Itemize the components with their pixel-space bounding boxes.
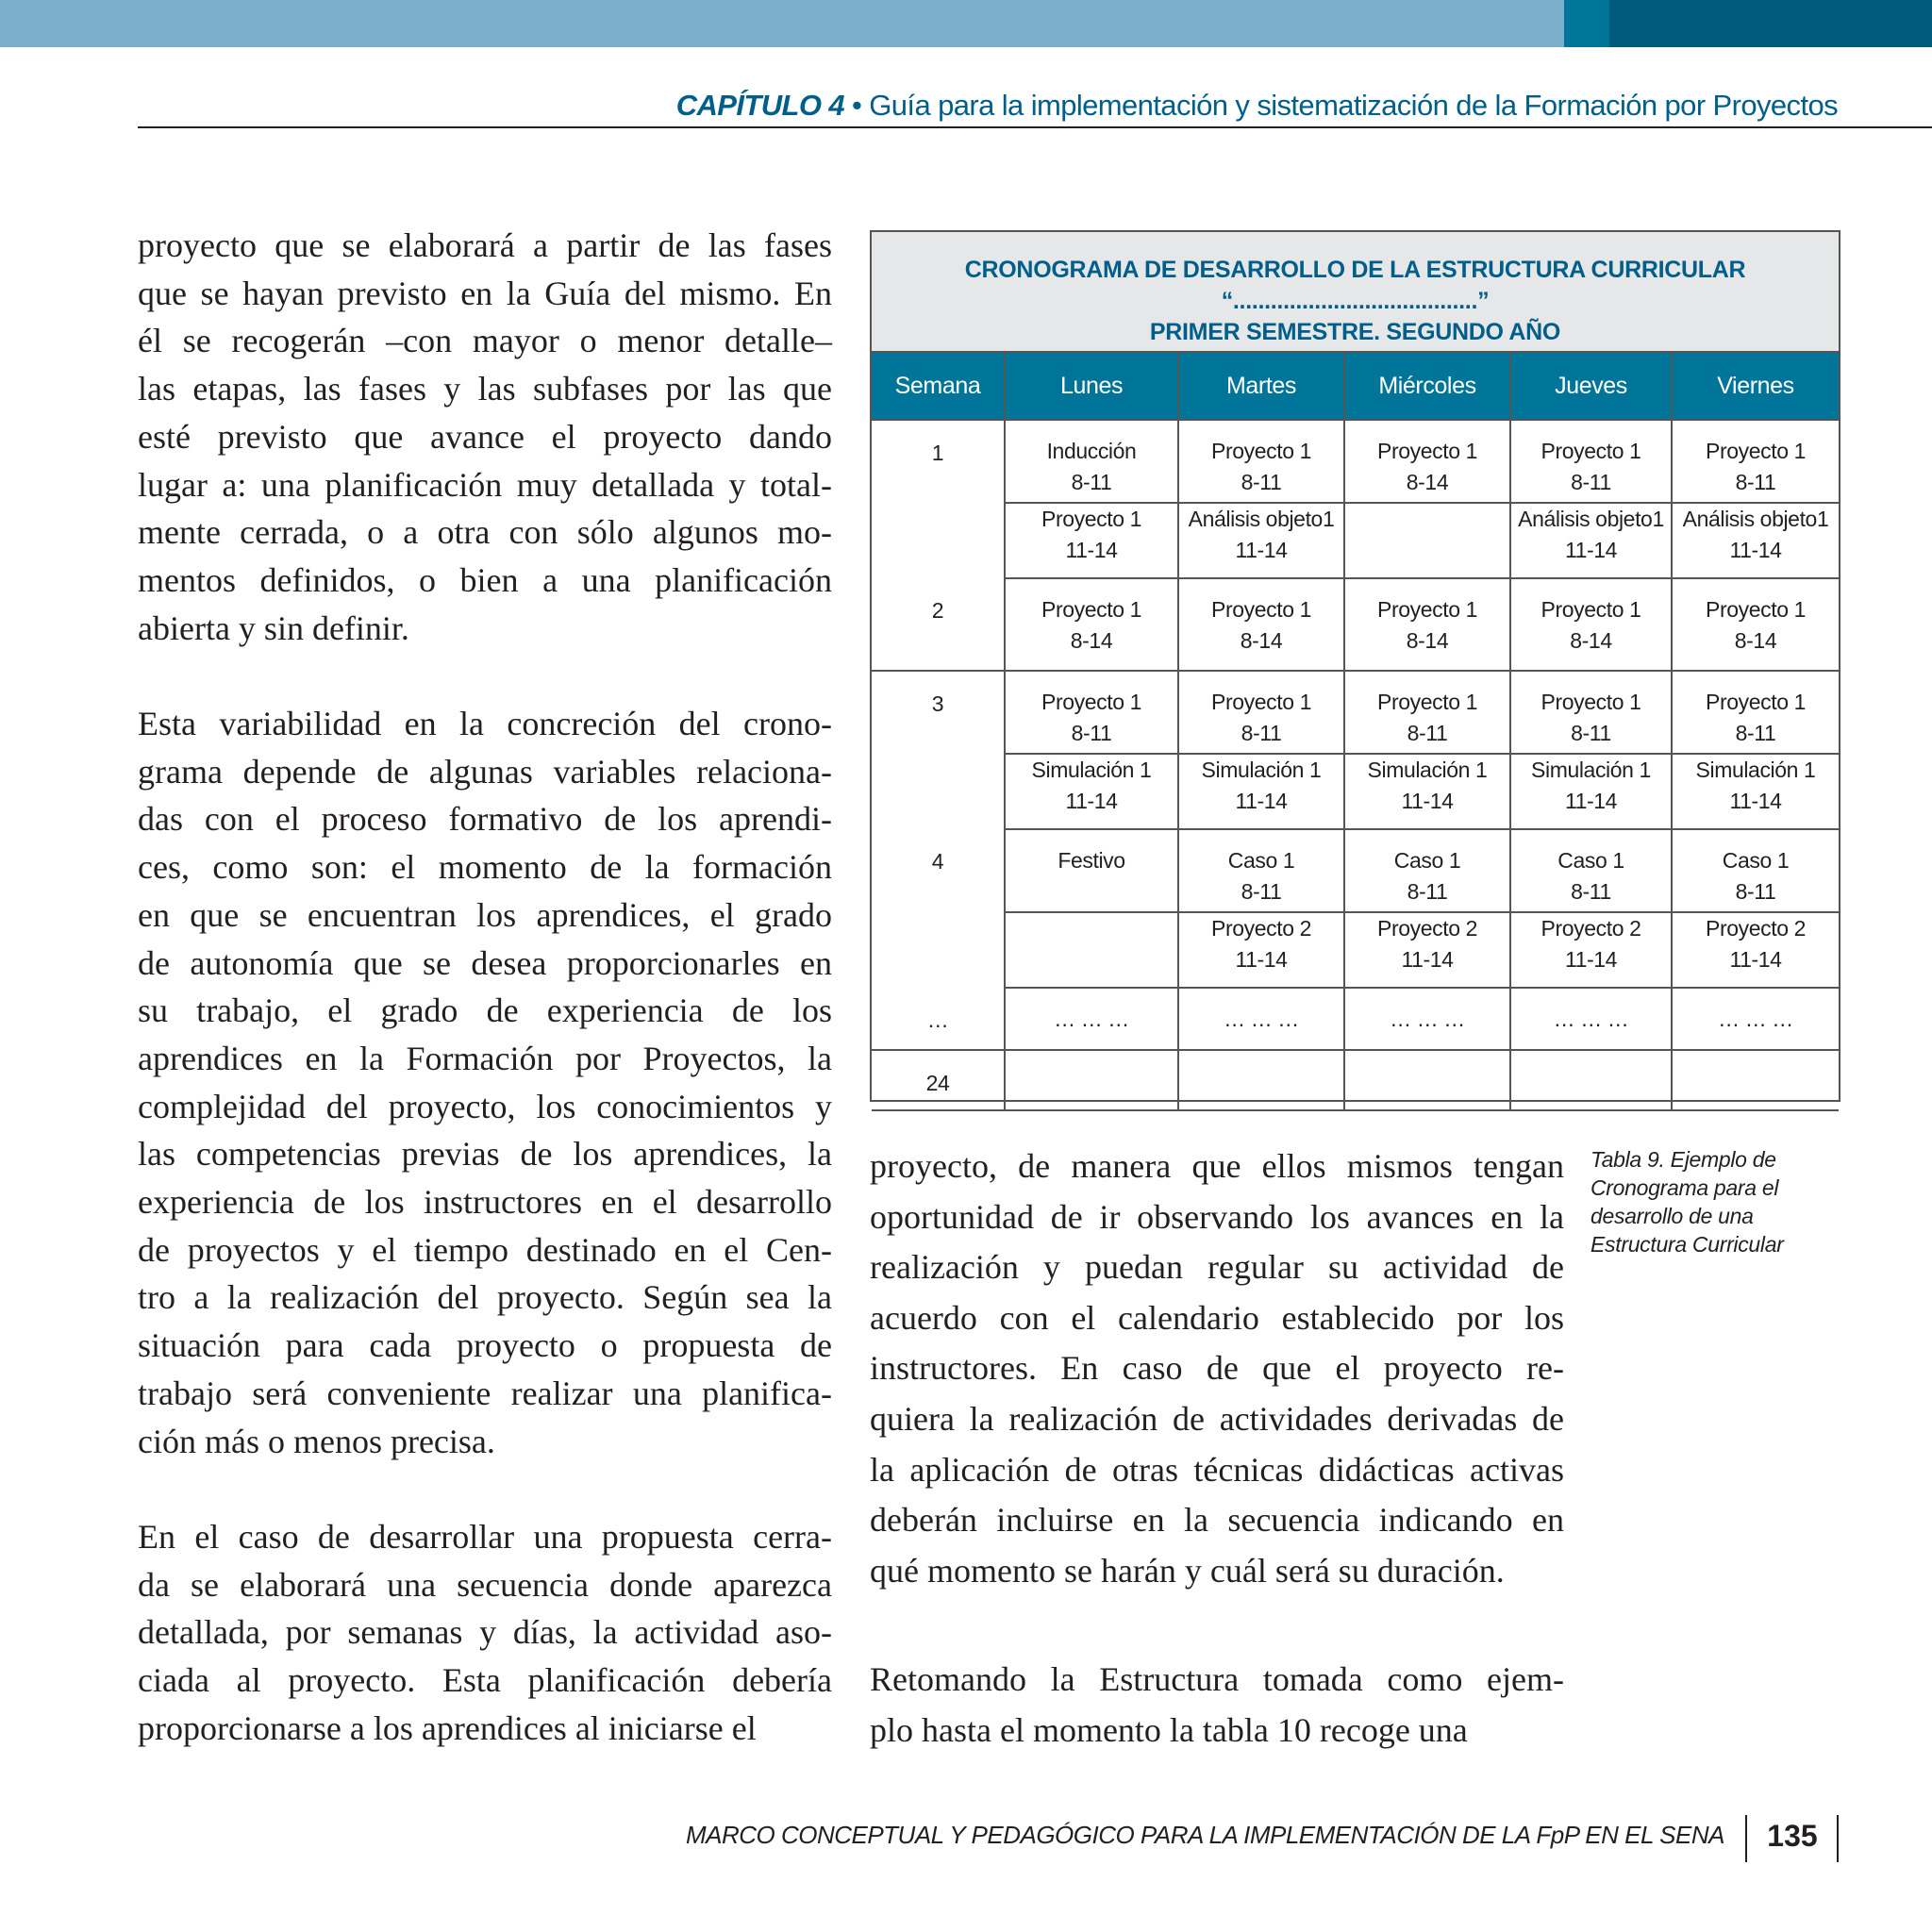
activity-label: Análisis objeto1 bbox=[1518, 507, 1664, 531]
activity-label: Simulación 1 bbox=[1531, 758, 1651, 782]
schedule-cell bbox=[1672, 1050, 1839, 1110]
schedule-cell bbox=[1005, 912, 1178, 988]
schedule-cell bbox=[1344, 829, 1510, 912]
activity-label: Proyecto 1 bbox=[1041, 597, 1141, 622]
schedule-cell bbox=[1672, 671, 1839, 754]
hours-label: 11-14 bbox=[1235, 947, 1288, 972]
left-paragraph-2 bbox=[138, 700, 832, 1465]
activity-label: Proyecto 2 bbox=[1211, 916, 1311, 941]
text-line: da se elaborará una secuencia donde aparezca bbox=[138, 1565, 832, 1604]
table-row bbox=[872, 1050, 1839, 1110]
text-line: en que se encuentran los aprendices, el grado bbox=[138, 895, 832, 934]
col-header-martes: Martes bbox=[1178, 353, 1344, 420]
hours-label: 11-14 bbox=[1235, 538, 1288, 562]
schedule-cell bbox=[1344, 912, 1510, 988]
hours-label: 8-11 bbox=[1071, 470, 1112, 494]
schedule-table bbox=[870, 230, 1840, 1102]
activity-label: Proyecto 1 bbox=[1211, 690, 1311, 714]
text-line: tro a la realización del proyecto. Según sea la bbox=[138, 1278, 832, 1317]
running-header bbox=[138, 89, 1838, 126]
hours-label: 8-11 bbox=[1571, 470, 1611, 494]
schedule-cell bbox=[1510, 671, 1672, 754]
activity-label: Caso 1 bbox=[1393, 848, 1461, 873]
schedule-cell bbox=[1178, 420, 1344, 503]
schedule-cell bbox=[1510, 578, 1672, 671]
text-line: acuerdo con el calendario establecido por los bbox=[870, 1298, 1564, 1337]
activity-label: Proyecto 1 bbox=[1706, 597, 1806, 622]
activity-label: Proyecto 1 bbox=[1541, 597, 1641, 622]
activity-label: Análisis objeto1 bbox=[1682, 507, 1829, 531]
text-line: ción más o menos precisa. bbox=[138, 1422, 495, 1460]
week-number-cell: 4 bbox=[872, 829, 1005, 988]
hours-label: 11-14 bbox=[1235, 789, 1288, 813]
text-line: aprendices en la Formación por Proyectos, la bbox=[138, 1039, 832, 1077]
activity-label: Proyecto 1 bbox=[1377, 439, 1477, 463]
schedule-cell bbox=[1672, 754, 1839, 829]
text-line: mente cerrada, o a otra con sólo algunos mo- bbox=[138, 513, 832, 552]
top-bar-accent bbox=[1564, 0, 1609, 47]
activity-label: Proyecto 1 bbox=[1377, 597, 1477, 622]
activity-label: Proyecto 1 bbox=[1041, 507, 1141, 531]
activity-label: Análisis objeto1 bbox=[1188, 507, 1335, 531]
hours-label: 11-14 bbox=[1729, 789, 1782, 813]
schedule-cell bbox=[1005, 829, 1178, 912]
schedule-cell bbox=[1510, 754, 1672, 829]
hours-label: 8-11 bbox=[1071, 721, 1112, 745]
schedule-cell bbox=[1672, 912, 1839, 988]
activity-label: Proyecto 2 bbox=[1706, 916, 1806, 941]
table-title-line-3: PRIMER SEMESTRE. SEGUNDO AÑO bbox=[1149, 319, 1561, 345]
text-line: Retomando la Estructura tomada como ejem- bbox=[870, 1660, 1564, 1698]
table-row bbox=[872, 912, 1839, 988]
text-line: qué momento se harán y cuál será su duración. bbox=[870, 1551, 1505, 1590]
text-line: ces, como son: el momento de la formación bbox=[138, 848, 832, 887]
schedule-cell bbox=[1672, 578, 1839, 671]
schedule-cell bbox=[1005, 1050, 1178, 1110]
hours-label: 8-11 bbox=[1735, 879, 1776, 904]
activity-label: Caso 1 bbox=[1722, 848, 1790, 873]
activity-label: … … … bbox=[1390, 1007, 1465, 1031]
schedule-cell bbox=[1178, 578, 1344, 671]
schedule-cell bbox=[1510, 1050, 1672, 1110]
text-line: Esta variabilidad en la concreción del crono- bbox=[138, 705, 832, 742]
hours-label: 8-11 bbox=[1571, 879, 1611, 904]
table-row bbox=[872, 578, 1839, 671]
text-line: lugar a: una planificación muy detallada y total- bbox=[138, 465, 832, 504]
text-line: instructores. En caso de que el proyecto re- bbox=[870, 1349, 1564, 1388]
hours-label: 11-14 bbox=[1564, 538, 1618, 562]
text-line: él se recogerán –con mayor o menor detalle– bbox=[138, 322, 832, 360]
table-row bbox=[872, 503, 1839, 578]
hours-label: 11-14 bbox=[1065, 789, 1118, 813]
schedule-grid bbox=[872, 353, 1839, 1111]
hours-label: 11-14 bbox=[1401, 789, 1454, 813]
activity-label: Simulación 1 bbox=[1201, 758, 1322, 782]
hours-label: 11-14 bbox=[1564, 789, 1618, 813]
activity-label: Festivo bbox=[1058, 848, 1125, 873]
footer-separator bbox=[1745, 1815, 1747, 1862]
text-line: deberán incluirse en la secuencia indicando en bbox=[870, 1501, 1564, 1540]
activity-label: Proyecto 1 bbox=[1211, 439, 1311, 463]
col-header-lunes: Lunes bbox=[1005, 353, 1178, 420]
activity-label: Simulación 1 bbox=[1031, 758, 1152, 782]
table-row bbox=[872, 988, 1839, 1050]
footer-separator-right bbox=[1837, 1815, 1839, 1862]
activity-label: … … … bbox=[1224, 1007, 1299, 1031]
hours-label: 8-11 bbox=[1241, 721, 1282, 745]
schedule-cell bbox=[1510, 988, 1672, 1050]
hours-label: 11-14 bbox=[1729, 947, 1782, 972]
hours-label: 11-14 bbox=[1401, 947, 1454, 972]
activity-label: … … … bbox=[1553, 1007, 1629, 1031]
schedule-cell bbox=[1005, 754, 1178, 829]
activity-label: … … … bbox=[1718, 1007, 1793, 1031]
hours-label: 8-14 bbox=[1406, 470, 1449, 494]
activity-label: Simulación 1 bbox=[1695, 758, 1816, 782]
week-number-cell: 3 bbox=[872, 671, 1005, 829]
table-header-row bbox=[872, 353, 1839, 420]
text-line: complejidad del proyecto, los conocimientos y bbox=[138, 1087, 832, 1125]
activity-label: Proyecto 1 bbox=[1211, 597, 1311, 622]
text-line: proporcionarse a los aprendices al iniciarse el bbox=[138, 1708, 757, 1747]
hours-label: 8-11 bbox=[1735, 721, 1776, 745]
schedule-cell bbox=[1344, 671, 1510, 754]
text-line: grama depende de algunas variables relaciona- bbox=[138, 752, 832, 791]
table-title-line-2: “.......................................” bbox=[1221, 288, 1490, 314]
text-line: la aplicación de otras técnicas didácticas activas bbox=[870, 1450, 1564, 1489]
schedule-cell bbox=[1672, 503, 1839, 578]
schedule-cell bbox=[1178, 671, 1344, 754]
schedule-cell bbox=[1344, 754, 1510, 829]
activity-label: Proyecto 1 bbox=[1377, 690, 1477, 714]
activity-label: … … … bbox=[1054, 1007, 1129, 1031]
schedule-cell bbox=[1178, 912, 1344, 988]
page-number: 135 bbox=[1767, 1819, 1818, 1853]
text-line: realización y puedan regular su actividad de bbox=[870, 1248, 1564, 1287]
table-row bbox=[872, 754, 1839, 829]
schedule-cell bbox=[1005, 503, 1178, 578]
hours-label: 8-11 bbox=[1407, 879, 1448, 904]
schedule-cell bbox=[1510, 503, 1672, 578]
chapter-title: Guía para la implementación y sistematización de la Formación por Proyectos bbox=[869, 89, 1838, 122]
week-number-cell: 24 bbox=[872, 1050, 1005, 1110]
activity-label: Proyecto 1 bbox=[1541, 439, 1641, 463]
activity-label: Proyecto 2 bbox=[1377, 916, 1477, 941]
hours-label: 8-14 bbox=[1406, 628, 1449, 653]
activity-label: Caso 1 bbox=[1227, 848, 1295, 873]
schedule-cell bbox=[1344, 1050, 1510, 1110]
left-paragraph-1 bbox=[138, 222, 832, 652]
schedule-cell bbox=[1672, 829, 1839, 912]
right-paragraph-2 bbox=[870, 1655, 1564, 1756]
schedule-cell bbox=[1005, 671, 1178, 754]
schedule-cell bbox=[1510, 912, 1672, 988]
top-bar-accent-dark bbox=[1609, 0, 1932, 47]
hours-label: 8-11 bbox=[1735, 470, 1776, 494]
table-row bbox=[872, 671, 1839, 754]
text-line: ciada al proyecto. Esta planificación debería bbox=[138, 1661, 832, 1700]
right-paragraph-1 bbox=[870, 1141, 1564, 1596]
schedule-cell bbox=[1005, 988, 1178, 1050]
hours-label: 8-14 bbox=[1734, 628, 1777, 653]
hours-label: 11-14 bbox=[1065, 538, 1118, 562]
hours-label: 8-11 bbox=[1241, 470, 1282, 494]
hours-label: 8-14 bbox=[1070, 628, 1113, 653]
activity-label: Inducción bbox=[1046, 439, 1137, 463]
text-line: trabajo será conveniente realizar una planifica- bbox=[138, 1374, 832, 1412]
header-bullet: • bbox=[844, 89, 870, 122]
schedule-cell bbox=[1672, 988, 1839, 1050]
left-paragraph-3 bbox=[138, 1513, 832, 1753]
activity-label: Proyecto 1 bbox=[1706, 690, 1806, 714]
table-caption: Tabla 9. Ejemplo de Cronograma para el desarrollo de una Estructura Curricular bbox=[1591, 1147, 1784, 1257]
hours-label: 8-11 bbox=[1241, 879, 1282, 904]
schedule-cell bbox=[1510, 829, 1672, 912]
text-line: abierta y sin definir. bbox=[138, 608, 409, 647]
text-line: de autonomía que se desea proporcionarles en bbox=[138, 943, 832, 982]
col-header-semana: Semana bbox=[872, 353, 1005, 420]
schedule-cell bbox=[1005, 420, 1178, 503]
text-line: de proyectos y el tiempo destinado en el Cen- bbox=[138, 1230, 832, 1269]
text-line: detallada, por semanas y días, la actividad aso- bbox=[138, 1613, 832, 1652]
table-row bbox=[872, 829, 1839, 912]
chapter-label: CAPÍTULO 4 bbox=[675, 89, 844, 122]
text-line: experiencia de los instructores en el desarrollo bbox=[138, 1183, 832, 1222]
schedule-cell bbox=[1005, 578, 1178, 671]
activity-label: Proyecto 1 bbox=[1706, 439, 1806, 463]
schedule-cell bbox=[1344, 503, 1510, 578]
schedule-cell bbox=[1178, 988, 1344, 1050]
text-line: oportunidad de ir observando los avances en la bbox=[870, 1197, 1564, 1236]
activity-label: Proyecto 2 bbox=[1541, 916, 1641, 941]
text-line: las competencias previas de los aprendices, la bbox=[138, 1135, 832, 1174]
week-number-cell: 2 bbox=[872, 578, 1005, 671]
schedule-cell bbox=[1344, 420, 1510, 503]
hours-label: 8-11 bbox=[1571, 721, 1611, 745]
activity-label: Proyecto 1 bbox=[1041, 690, 1141, 714]
activity-label: Simulación 1 bbox=[1367, 758, 1488, 782]
schedule-cell bbox=[1344, 578, 1510, 671]
hours-label: 11-14 bbox=[1729, 538, 1782, 562]
schedule-cell bbox=[1178, 829, 1344, 912]
text-line: proyecto, de manera que ellos mismos tengan bbox=[870, 1147, 1564, 1185]
text-line: En el caso de desarrollar una propuesta cerra- bbox=[138, 1518, 832, 1556]
col-header-jueves: Jueves bbox=[1510, 353, 1672, 420]
schedule-cell bbox=[1178, 1050, 1344, 1110]
col-header-miercoles: Miércoles bbox=[1344, 353, 1510, 420]
schedule-cell bbox=[1344, 988, 1510, 1050]
text-line: que se hayan previsto en la Guía del mismo. En bbox=[138, 274, 832, 312]
text-line: esté previsto que avance el proyecto dando bbox=[138, 417, 832, 456]
schedule-cell bbox=[1178, 503, 1344, 578]
schedule-cell bbox=[1510, 420, 1672, 503]
table-row bbox=[872, 420, 1839, 503]
schedule-cell bbox=[1672, 420, 1839, 503]
text-line: plo hasta el momento la tabla 10 recoge una bbox=[870, 1710, 1468, 1749]
week-number-cell: … bbox=[872, 988, 1005, 1050]
hours-label: 8-14 bbox=[1570, 628, 1612, 653]
text-line: mentos definidos, o bien a una planificación bbox=[138, 560, 832, 599]
table-title-line-1: CRONOGRAMA DE DESARROLLO DE LA ESTRUCTURA CURRICULAR bbox=[964, 257, 1746, 283]
hours-label: 11-14 bbox=[1564, 947, 1618, 972]
footer-text: MARCO CONCEPTUAL Y PEDAGÓGICO PARA LA IMPLEMENTACIÓN DE LA FpP EN EL SENA bbox=[685, 1821, 1724, 1849]
schedule-cell bbox=[1178, 754, 1344, 829]
col-header-viernes: Viernes bbox=[1672, 353, 1839, 420]
text-line: las etapas, las fases y las subfases por las que bbox=[138, 370, 832, 408]
hours-label: 8-14 bbox=[1240, 628, 1283, 653]
activity-label: Proyecto 1 bbox=[1541, 690, 1641, 714]
text-line: quiera la realización de actividades derivadas de bbox=[870, 1399, 1564, 1438]
text-line: situación para cada proyecto o propuesta de bbox=[138, 1326, 832, 1365]
header-rule bbox=[138, 126, 1932, 128]
text-line: su trabajo, el grado de experiencia de los bbox=[138, 991, 832, 1030]
week-number-cell: 1 bbox=[872, 420, 1005, 578]
text-line: proyecto que se elaborará a partir de las fases bbox=[138, 226, 832, 264]
activity-label: Caso 1 bbox=[1557, 848, 1624, 873]
hours-label: 8-11 bbox=[1407, 721, 1448, 745]
text-line: das con el proceso formativo de los aprendi- bbox=[138, 800, 832, 839]
table-title bbox=[872, 232, 1839, 353]
